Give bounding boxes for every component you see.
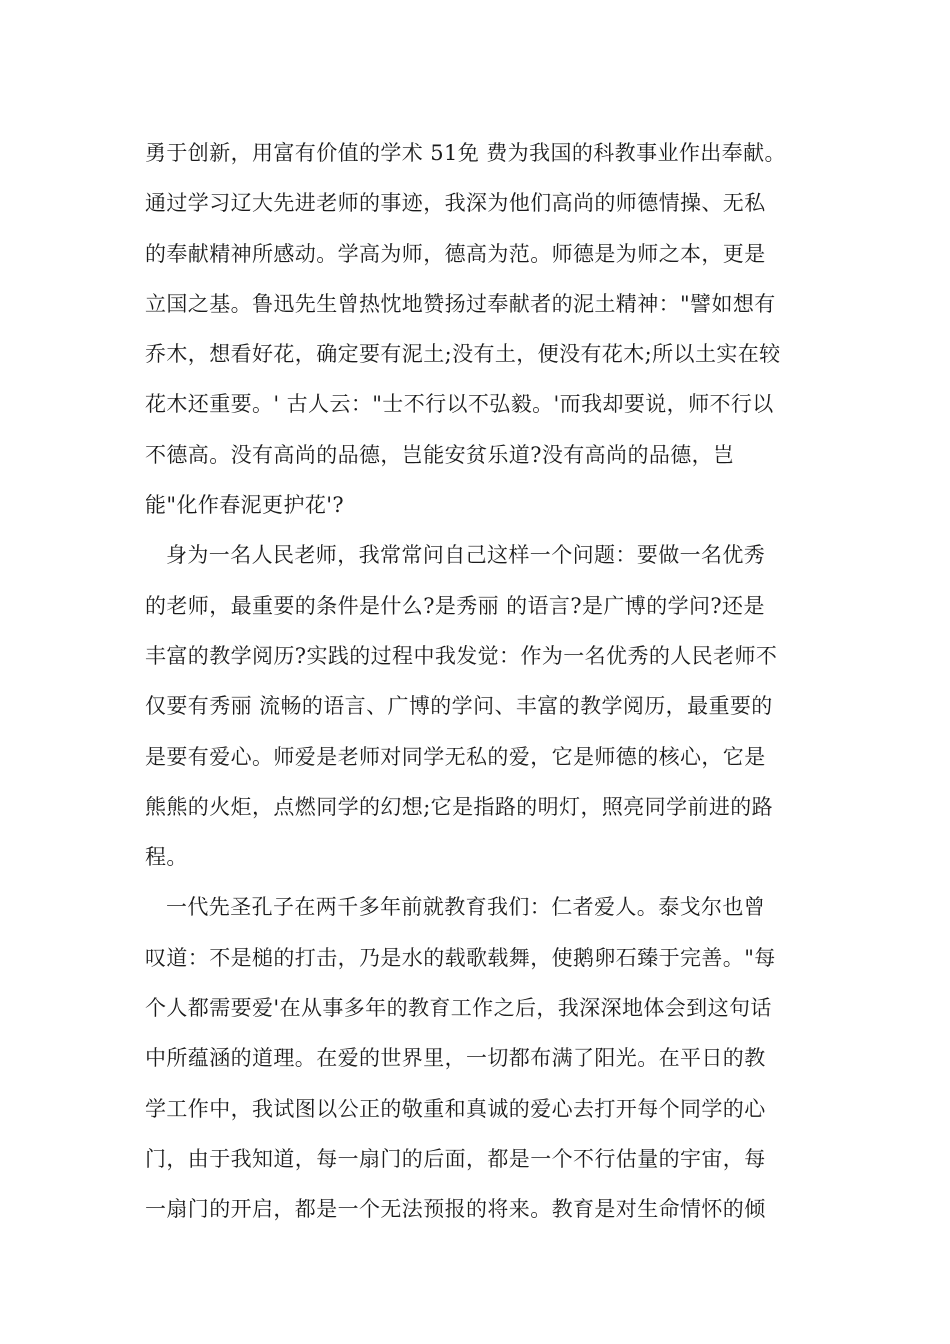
text-line: 不德高。没有高尚的品德，岂能安贫乐道?没有高尚的品德，岂: [145, 442, 735, 467]
text-line: 是要有爱心。师爱是老师对同学无私的爱，它是师德的核心，它是: [145, 744, 766, 769]
text-line: 的奉献精神所感动。学高为师，德高为范。师德是为师之本，更是: [145, 241, 766, 266]
paragraph-first-line: 身为一名人民老师，我常常问自己这样一个问题：要做一名优秀: [166, 543, 766, 568]
text-line: 程。: [145, 845, 188, 870]
text-line: 花木还重要。' 古人云："士不行以不弘毅。'而我却要说，师不行以: [145, 392, 774, 417]
paragraph-first-line: 一代先圣孔子在两千多年前就教育我们：仁者爱人。泰戈尔也曾: [166, 895, 766, 920]
text-line: 勇于创新，用富有价值的学术 51免 费为我国的科教事业作出奉献。: [145, 141, 786, 165]
text-line: 丰富的教学阅历?实践的过程中我发觉：作为一名优秀的人民老师不: [145, 643, 778, 668]
text-line: 乔木，想看好花，确定要有泥土;没有土，便没有花木;所以土实在较: [145, 342, 781, 367]
text-line: 仅要有秀丽 流畅的语言、广博的学问、丰富的教学阅历，最重要的: [145, 694, 773, 719]
text-line: 个人都需要爱'在从事多年的教育工作之后，我深深地体会到这句话: [145, 996, 772, 1021]
text-line: 学工作中，我试图以公正的敬重和真诚的爱心去打开每个同学的心: [145, 1096, 766, 1121]
text-line: 叹道：不是槌的打击，乃是水的载歌载舞，使鹅卵石臻于完善。"每: [145, 945, 776, 970]
text-line: 一扇门的开启，都是一个无法预报的将来。教育是对生命情怀的倾: [145, 1197, 766, 1222]
body-text: [145, 128, 810, 1235]
text-line: 立国之基。鲁迅先生曾热忱地赞扬过奉献者的泥土精神："譬如想有: [145, 291, 776, 316]
text-line: 中所蕴涵的道理。在爱的世界里，一切都布满了阳光。在平日的教: [145, 1046, 766, 1071]
text-line: 能"化作春泥更护花'?: [145, 493, 345, 518]
text-line: 的老师，最重要的条件是什么?是秀丽 的语言?是广博的学问?还是: [145, 593, 765, 618]
text-line: 门，由于我知道，每一扇门的后面，都是一个不行估量的宇宙，每: [145, 1146, 766, 1171]
text-line: 通过学习辽大先进老师的事迹，我深为他们高尚的师德情操、无私: [145, 191, 766, 216]
text-line: 熊熊的火炬，点燃同学的幻想;它是指路的明灯，照亮同学前进的路: [145, 794, 774, 819]
